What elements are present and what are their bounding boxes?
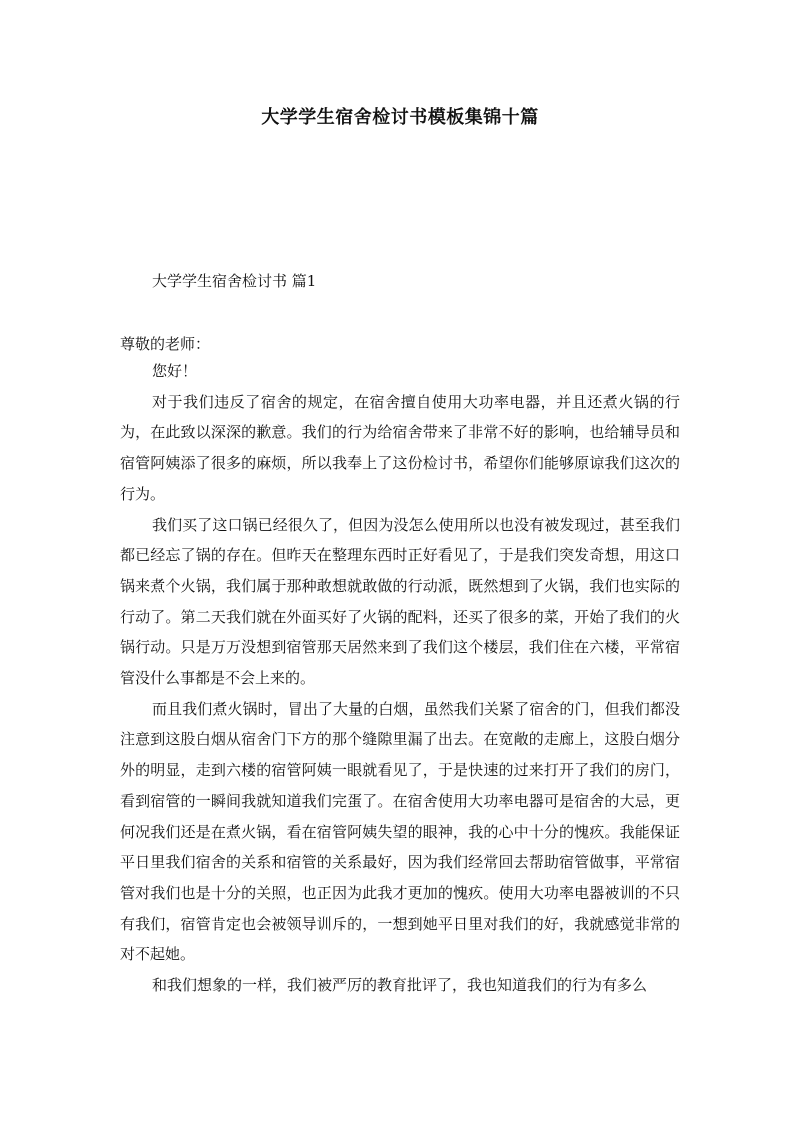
paragraph: 我们买了这口锅已经很久了，但因为没怎么使用所以也没有被发现过，甚至我们都已经忘了锅的存在。但昨天在整理东西时正好看见了，于是我们突发奇想，用这口锅来煮个火锅，我们属于那种敢想就敢做的行动派，既然想到了火锅，我们也实际的行动了。第二天我们就在外面买好了火锅的配料，还买了很多的菜，开始了我们的火锅行动。只是万万没想到宿管那天居然来到了我们这个楼层，我们住在六楼，平常宿管没什么事都是不会上来的。 bbox=[120, 515, 680, 688]
section-heading: 大学学生宿舍检讨书 篇1 bbox=[152, 272, 317, 290]
salutation: 尊敬的老师： bbox=[120, 335, 211, 353]
document-title: 大学学生宿舍检讨书模板集锦十篇 bbox=[261, 107, 539, 128]
paragraph: 而且我们煮火锅时，冒出了大量的白烟，虽然我们关紧了宿舍的门，但我们都没注意到这股白烟从宿舍门下方的那个缝隙里漏了出去。在宽敞的走廊上，这股白烟分外的明显，走到六楼的宿管阿姨一眼就看见了，于是快速的过来打开了我们的房门，看到宿管的一瞬间我就知道我们完蛋了。在宿舍使用大功率电器可是宿舍的大忌，更何况我们还是在煮火锅，看在宿管阿姨失望的眼神，我的心中十分的愧疚。我能保证平日里我们宿舍的关系和宿管的关系最好，因为我们经常回去帮助宿管做事，平常宿管对我们也是十分的关照，也正因为此我才更加的愧疚。使用大功率电器被训的不只有我们，宿管肯定也会被领导训斥的，一想到她平日里对我们的好，我就感觉非常的对不起她。 bbox=[120, 699, 680, 964]
paragraph-greeting: 您好！ bbox=[152, 362, 198, 380]
paragraph: 对于我们违反了宿舍的规定，在宿舍擅自使用大功率电器，并且还煮火锅的行为，在此致以深深的歉意。我们的行为给宿舍带来了非常不好的影响，也给辅导员和宿管阿姨添了很多的麻烦，所以我奉上了这份检讨书，希望你们能够原谅我们这次的行为。 bbox=[120, 392, 680, 503]
paragraph: 和我们想象的一样，我们被严厉的教育批评了，我也知道我们的行为有多么 bbox=[152, 976, 648, 995]
letter-body bbox=[120, 356, 680, 1001]
